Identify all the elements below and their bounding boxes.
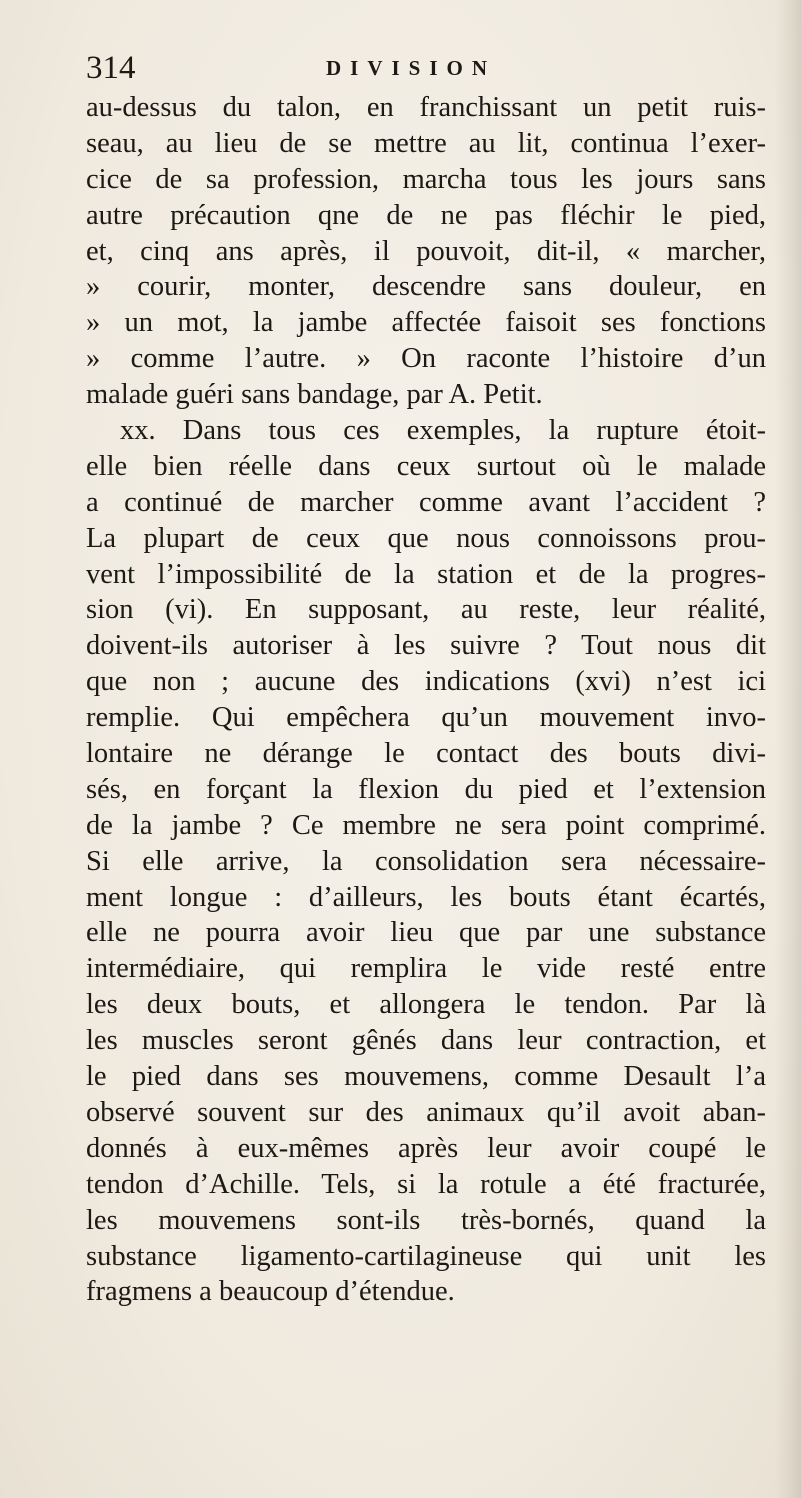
text-line: » comme l’autre. » On raconte l’histoire d’un	[86, 343, 766, 375]
text-line: doivent-ils autoriser à les suivre ? Tout nous dit	[86, 630, 766, 662]
text-line: Si elle arrive, la consolidation sera nécessaire-	[86, 845, 766, 877]
text-line: au-dessus du talon, en franchissant un petit ruis-	[86, 92, 766, 123]
text-line: substance ligamento-cartilagineuse qui unit les	[86, 1240, 766, 1272]
text-line: tendon d’Achille. Tels, si la rotule a été fracturée,	[86, 1168, 766, 1200]
text-line: elle ne pourra avoir lieu que par une substance	[86, 917, 766, 949]
text-line: les muscles seront gênés dans leur contraction, et	[86, 1025, 766, 1057]
text-line: donnés à eux-mêmes après leur avoir coupé le	[86, 1132, 766, 1164]
text-line: » un mot, la jambe affectée faisoit ses fonctions	[86, 307, 766, 339]
page-header	[86, 48, 706, 88]
text-line: et, cinq ans après, il pouvoit, dit-il, « marcher,	[86, 235, 766, 267]
text-line: sés, en forçant la flexion du pied et l’extension	[86, 773, 766, 805]
text-line: a continué de marcher comme avant l’accident ?	[86, 486, 766, 518]
text-line: remplie. Qui empêchera qu’un mouvement invo-	[86, 702, 766, 734]
text-line: les mouvemens sont-ils très-bornés, quand la	[86, 1204, 766, 1236]
text-line: de la jambe ? Ce membre ne sera point comprimé.	[86, 809, 766, 841]
text-line: autre précaution qne de ne pas fléchir le pied,	[86, 199, 766, 231]
text-line: » courir, monter, descendre sans douleur, en	[86, 271, 766, 303]
text-line: lontaire ne dérange le contact des bouts divi-	[86, 738, 766, 770]
text-line: fragmens a beaucoup d’étendue.	[86, 1276, 455, 1308]
text-line: vent l’impossibilité de la station et de la progres-	[86, 558, 766, 590]
text-line: cice de sa profession, marcha tous les jours sans	[86, 163, 766, 195]
text-line: xx. Dans tous ces exemples, la rupture étoit-	[120, 415, 766, 447]
running-head: DIVISION	[326, 56, 497, 80]
text-line: le pied dans ses mouvemens, comme Desault l’a	[86, 1061, 766, 1093]
text-line: les deux bouts, et allongera le tendon. Par là	[86, 989, 766, 1021]
page-number: 314	[86, 50, 136, 86]
text-line: intermédiaire, qui remplira le vide resté entre	[86, 953, 766, 985]
page-edge-shadow	[775, 0, 801, 1498]
text-line: sion (vi). En supposant, au reste, leur réalité,	[86, 594, 766, 626]
text-line: elle bien réelle dans ceux surtout où le malade	[86, 450, 766, 482]
text-line: ment longue : d’ailleurs, les bouts étant écartés,	[86, 881, 766, 913]
text-line: malade guéri sans bandage, par A. Petit.	[86, 379, 543, 411]
text-line: La plupart de ceux que nous connoissons prou-	[86, 522, 766, 554]
text-line: observé souvent sur des animaux qu’il avoit aban-	[86, 1096, 766, 1128]
body-text	[86, 90, 766, 1310]
text-line: seau, au lieu de se mettre au lit, continua l’exer-	[86, 127, 766, 159]
text-line: que non ; aucune des indications (xvi) n’est ici	[86, 666, 766, 698]
